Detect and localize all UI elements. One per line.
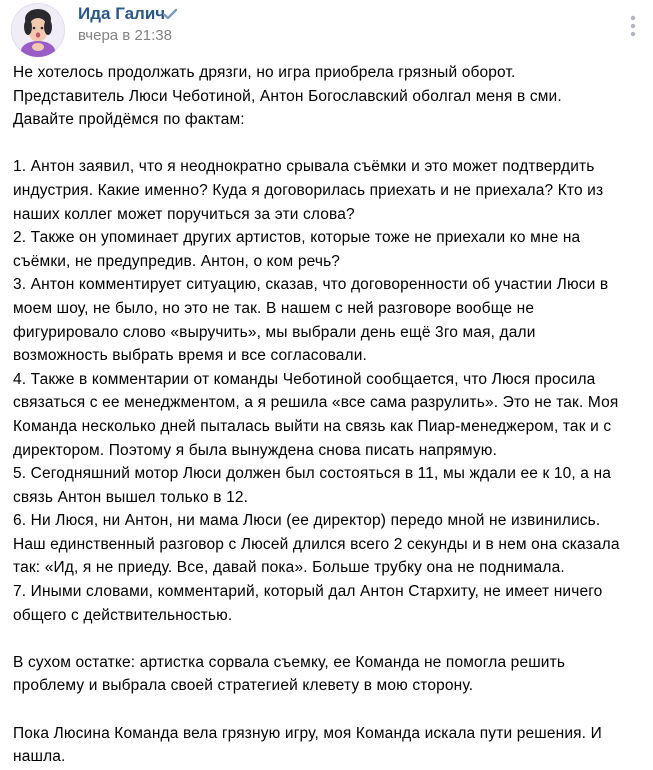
checkmark-icon: [162, 7, 178, 21]
summary-paragraph: [13, 651, 651, 698]
text-line: съёмки, не предупредив. Антон, о ком речь?: [13, 252, 341, 270]
text-line: общего с действительностью.: [13, 606, 233, 624]
text-line: индустрия. Какие именно? Куда я договорилась приехать и не приехала? Кто из: [13, 181, 604, 199]
text-line: 2. Также он упоминает других артистов, которые тоже не приехали ко мне на: [13, 229, 581, 247]
text-line: 7. Иными словами, комментарий, который дал Антон Стархиту, не имеет ничего: [13, 583, 603, 601]
paragraph-gap: [13, 132, 651, 156]
avatar-photo-icon: [11, 3, 65, 57]
author-name[interactable]: Ида Галич: [78, 4, 166, 23]
text-line: проблему и выбрала своей стратегией клевету в мою сторону.: [13, 677, 474, 695]
text-line: 4. Также в комментарии от команды Чеботиной сообщается, что Люся просила: [13, 370, 596, 388]
paragraph-gap: [13, 627, 651, 651]
text-line: связаться с ее менеджментом, а я решила «все сама разрулить». Это не так. Моя: [13, 394, 619, 412]
text-line: фигурировало слово «выручить», мы выбрали день ещё 3го мая, дали: [13, 323, 536, 341]
text-line: В сухом остатке: артистка сорвала съемку, ее Команда не помогла решить: [13, 653, 566, 671]
author-avatar[interactable]: [11, 3, 65, 57]
facts-list: [13, 155, 651, 627]
text-line: Давайте пройдёмся по фактам:: [13, 111, 245, 129]
text-line: возможность выбрать время и все согласовали.: [13, 347, 368, 365]
text-line: так: «Ид, я не приеду. Все, давай пока». Больше трубку она не поднимала.: [13, 559, 565, 577]
post-time[interactable]: вчера в 21:38: [78, 27, 172, 44]
text-line: нашла.: [13, 748, 66, 766]
post-header: [0, 0, 653, 60]
text-line: 3. Антон комментирует ситуацию, сказав, что договоренности об участии Люси в: [13, 276, 609, 294]
text-line: 5. Сегодняшний мотор Люси должен был состояться в 11, мы ждали ее к 10, а на: [13, 465, 612, 483]
text-line: 6. Ни Люся, ни Антон, ни мама Люси (ее директор) передо мной не извинились.: [13, 512, 601, 530]
text-line: наших коллег может поручиться за эти слова?: [13, 205, 355, 223]
text-line: связь Антон вышел только в 12.: [13, 488, 249, 506]
post-text: [13, 61, 651, 769]
text-line: Команда несколько дней пыталась выйти на связь как Пиар-менеджером, так и с: [13, 417, 612, 435]
closing-paragraph: [13, 722, 651, 769]
text-line: Не хотелось продолжать дрязги, но игра приобрела грязный оборот.: [13, 64, 516, 81]
text-line: Наш единственный разговор с Люсей длился всего 2 секунды и в нем она сказала: [13, 535, 620, 553]
intro-paragraph: [13, 61, 651, 132]
text-line: Представитель Люси Чеботиной, Антон Богославский оболгал меня в сми.: [13, 87, 562, 105]
text-line: Пока Люсина Команда вела грязную игру, моя Команда искала пути решения. И: [13, 724, 602, 742]
dots-icon[interactable]: [622, 15, 644, 37]
text-line: директором. Поэтому я была вынуждена снова писать напрямую.: [13, 441, 498, 459]
text-line: 1. Антон заявил, что я неоднократно срывала съёмки и это может подтвердить: [13, 158, 595, 176]
text-line: моем шоу, не было, но это не так. В нашем с ней разговоре вообще не: [13, 299, 535, 317]
paragraph-gap: [13, 698, 651, 722]
